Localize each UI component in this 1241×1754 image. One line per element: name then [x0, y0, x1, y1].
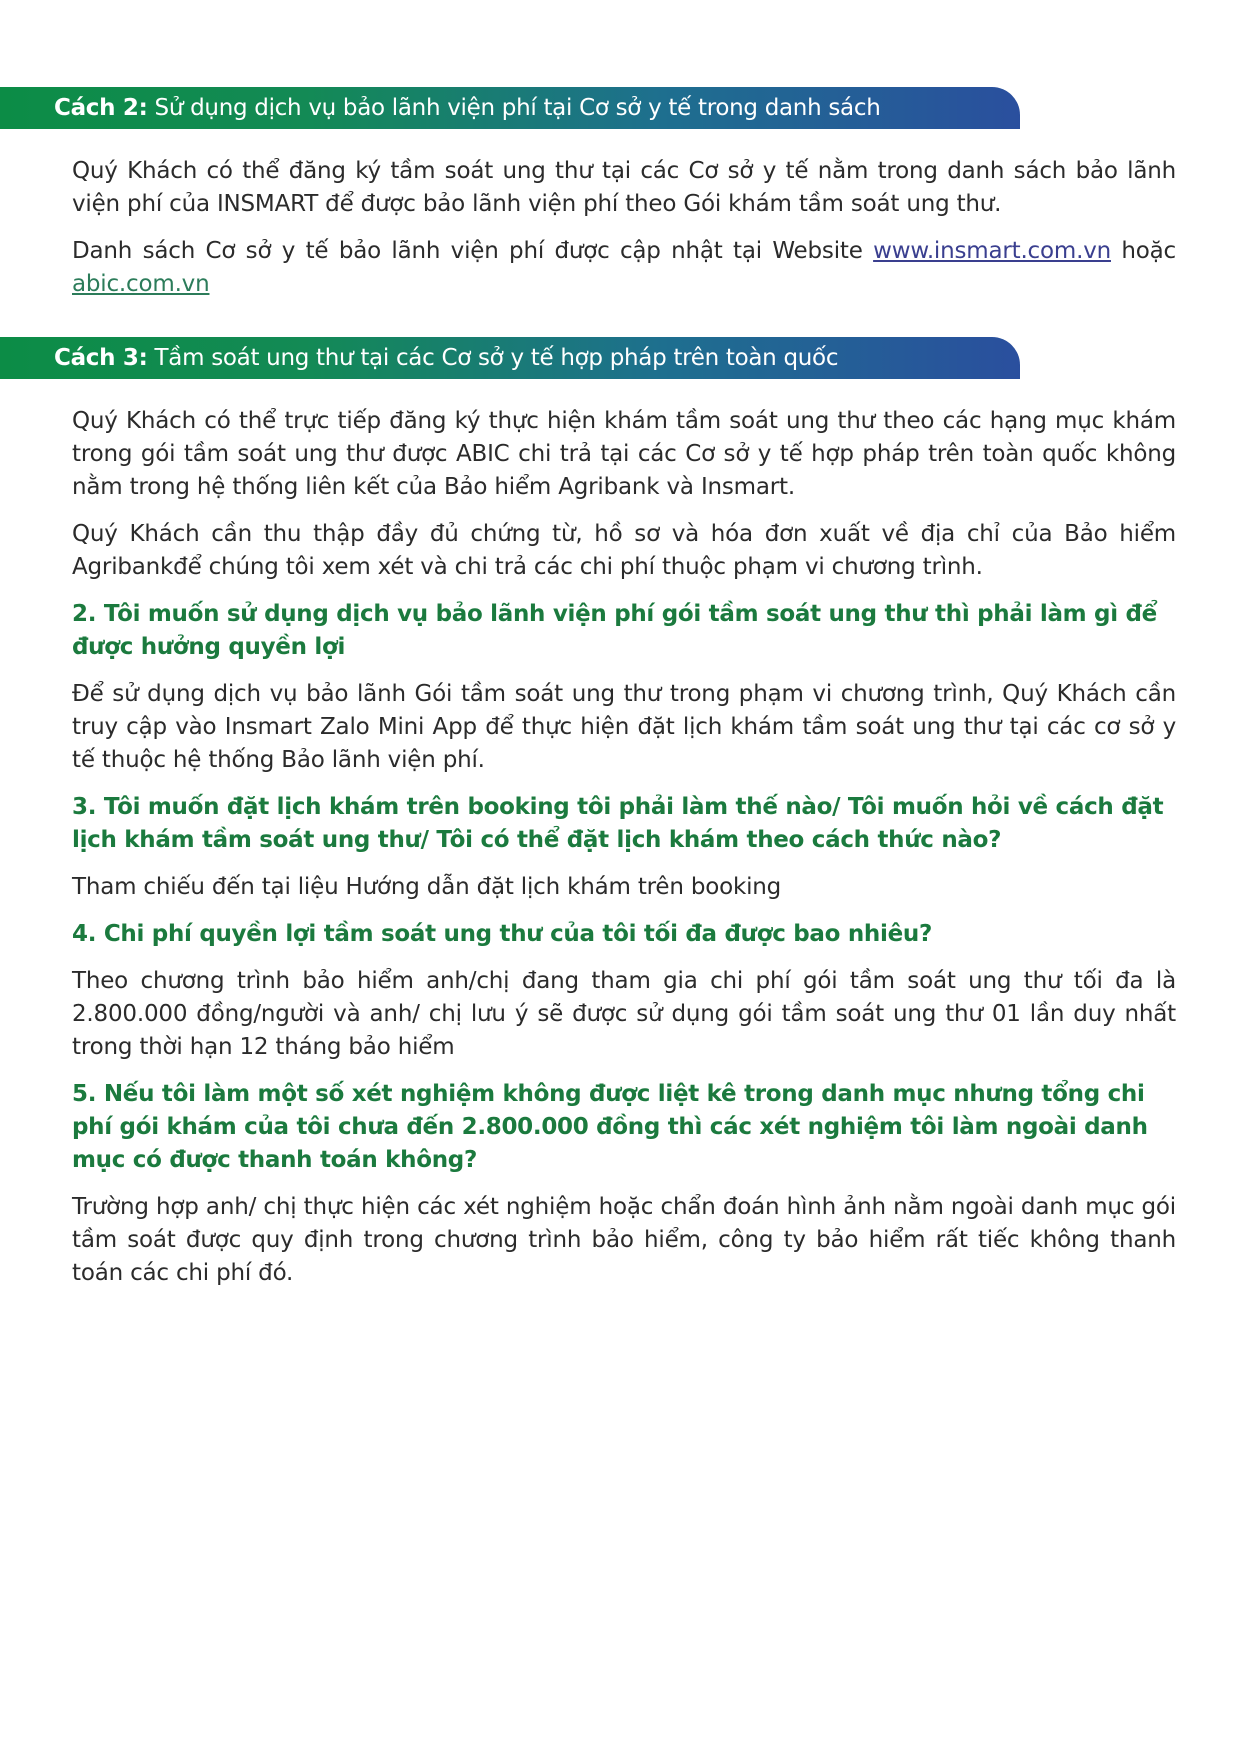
text: Danh sách Cơ sở y tế bảo lãnh viện phí được cập nhật tại Website	[72, 238, 874, 264]
section-3-content	[72, 405, 1176, 1290]
faq-question: 4. Chi phí quyền lợi tầm soát ung thư của tôi tối đa được bao nhiêu?	[72, 921, 933, 947]
paragraph: Quý Khách có thể trực tiếp đăng ký thực hiện khám tầm soát ung thư theo các hạng mục khám trong gói tầm soát ung thư được ABIC chi trả tại các Cơ sở y tế hợp pháp trên toàn quốc không nằm trong hệ thống liên kết của Bảo hiểm Agribank và Insmart.	[72, 408, 1176, 500]
section-title: Tầm soát ung thư tại các Cơ sở y tế hợp pháp trên toàn quốc	[147, 345, 839, 371]
faq-answer: Để sử dụng dịch vụ bảo lãnh Gói tầm soát ung thư trong phạm vi chương trình, Quý Khách cần truy cập vào Insmart Zalo Mini App để thực hiện đặt lịch khám tầm soát ung thư tại các cơ sở y tế thuộc hệ thống Bảo lãnh viện phí.	[72, 681, 1176, 773]
section-2-content	[72, 155, 1176, 301]
faq-answer: Tham chiếu đến tại liệu Hướng dẫn đặt lịch khám trên booking	[72, 874, 782, 900]
section-title: Sử dụng dịch vụ bảo lãnh viện phí tại Cơ sở y tế trong danh sách	[147, 95, 881, 121]
faq-answer: Theo chương trình bảo hiểm anh/chị đang tham gia chi phí gói tầm soát ung thư tối đa là 2.800.000 đồng/người và anh/ chị lưu ý sẽ được sử dụng gói tầm soát ung thư 01 lần duy nhất trong thời hạn 12 tháng bảo hiểm	[72, 968, 1176, 1060]
faq-question: 3. Tôi muốn đặt lịch khám trên booking tôi phải làm thế nào/ Tôi muốn hỏi về cách đặt lịch khám tầm soát ung thư/ Tôi có thể đặt lịch khám theo cách thức nào?	[72, 794, 1164, 853]
section-banner-cach-3	[0, 337, 1020, 379]
faq-question: 5. Nếu tôi làm một số xét nghiệm không được liệt kê trong danh mục nhưng tổng chi phí gói khám của tôi chưa đến 2.800.000 đồng thì các xét nghiệm tôi làm ngoài danh mục có được thanh toán không?	[72, 1081, 1148, 1173]
paragraph: Quý Khách cần thu thập đầy đủ chứng từ, hồ sơ và hóa đơn xuất về địa chỉ của Bảo hiểm Agribankđể chúng tôi xem xét và chi trả các chi phí thuộc phạm vi chương trình.	[72, 521, 1176, 580]
text: hoặc	[1110, 238, 1177, 264]
abic-website-link[interactable]: abic.com.vn	[72, 271, 210, 297]
paragraph-links	[72, 235, 1176, 301]
faq-question: 2. Tôi muốn sử dụng dịch vụ bảo lãnh viện phí gói tầm soát ung thư thì phải làm gì để được hưởng quyền lợi	[72, 601, 1157, 660]
section-label: Cách 3:	[54, 345, 148, 371]
faq-answer: Trường hợp anh/ chị thực hiện các xét nghiệm hoặc chẩn đoán hình ảnh nằm ngoài danh mục gói tầm soát được quy định trong chương trình bảo hiểm, công ty bảo hiểm rất tiếc không thanh toán các chi phí đó.	[72, 1194, 1176, 1286]
section-label: Cách 2:	[54, 95, 148, 121]
paragraph: Quý Khách có thể đăng ký tầm soát ung thư tại các Cơ sở y tế nằm trong danh sách bảo lãnh viện phí của INSMART để được bảo lãnh viện phí theo Gói khám tầm soát ung thư.	[72, 158, 1176, 217]
insmart-website-link[interactable]: www.insmart.com.vn	[873, 238, 1111, 264]
section-banner-cach-2	[0, 87, 1020, 129]
